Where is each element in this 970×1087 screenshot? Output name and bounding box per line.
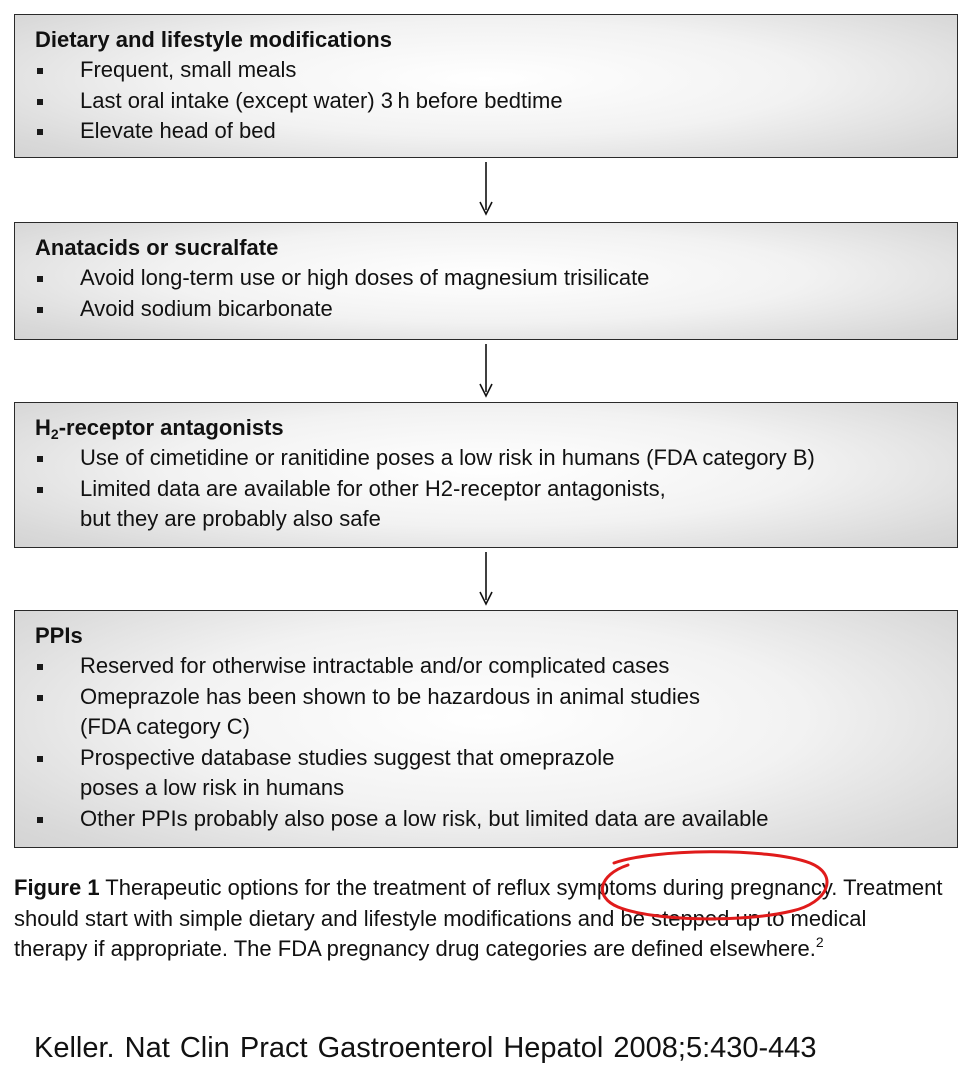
bullet-icon — [37, 307, 43, 313]
bullet-icon — [37, 695, 43, 701]
source-citation: Keller. Nat Clin Pract Gastroenterol Hepatol 2008;5:430-443 — [34, 1032, 817, 1064]
list-item: Use of cimetidine or ranitidine poses a low risk in humans (FDA category B) — [35, 443, 937, 474]
step-items — [35, 55, 937, 147]
list-item: Limited data are available for other H2-receptor antagonists, — [35, 474, 937, 505]
caption-reference: 2 — [815, 934, 824, 950]
list-item: Elevate head of bed — [35, 116, 937, 147]
list-item: Prospective database studies suggest that omeprazole — [35, 743, 937, 774]
bullet-icon — [37, 68, 43, 74]
bullet-icon — [37, 817, 43, 823]
list-item-continuation: but they are probably also safe — [80, 506, 381, 531]
bullet-icon — [37, 664, 43, 670]
down-arrow-icon — [477, 344, 495, 398]
highlight-circle-annotation — [592, 845, 842, 925]
step-items — [35, 443, 937, 535]
step-title: Anatacids or sucralfate — [35, 235, 279, 260]
list-item: Omeprazole has been shown to be hazardous in animal studies — [35, 682, 937, 713]
down-arrow-icon — [477, 162, 495, 216]
step-title: $H_2$-receptor antagonists — [35, 415, 284, 442]
bullet-icon — [37, 276, 43, 282]
bullet-icon — [37, 99, 43, 105]
down-arrow-icon — [477, 552, 495, 606]
figure-label: Figure 1 — [14, 875, 100, 900]
step-title: PPIs — [35, 623, 83, 648]
list-item: Reserved for otherwise intractable and/or complicated cases — [35, 651, 937, 682]
bullet-icon — [37, 756, 43, 762]
step-items — [35, 651, 937, 834]
step-title: Dietary and lifestyle modifications — [35, 27, 392, 52]
bullet-icon — [37, 129, 43, 135]
list-item-continuation: (FDA category C) — [80, 714, 250, 739]
list-item: Last oral intake (except water) 3 h before bedtime — [35, 86, 937, 117]
step-box-dietary — [14, 14, 958, 158]
list-item: Frequent, small meals — [35, 55, 937, 86]
caption-text: Therapeutic options for the treatment of reflux symptoms during pregnancy. Treatment should start with simple dietary and lifestyle modifications and be stepped up to medical therapy if appropriate. The FDA pregnancy drug categories are defined elsewhere. — [14, 875, 943, 961]
bullet-icon — [37, 456, 43, 462]
list-item: Avoid sodium bicarbonate — [35, 294, 937, 325]
step-box-antacids — [14, 222, 958, 340]
list-item-continuation: poses a low risk in humans — [80, 775, 345, 800]
bullet-icon — [37, 487, 43, 493]
step-box-h2-antagonists — [14, 402, 958, 548]
step-items — [35, 263, 937, 324]
list-item: Other PPIs probably also pose a low risk, but limited data are available — [35, 804, 937, 835]
step-box-ppis — [14, 610, 958, 848]
list-item: Avoid long-term use or high doses of magnesium trisilicate — [35, 263, 937, 294]
